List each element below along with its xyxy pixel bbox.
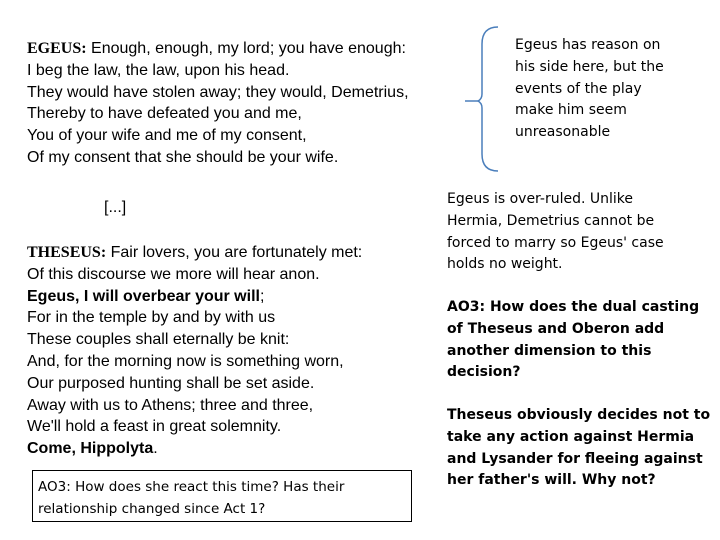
theseus-line-8: Away with us to Athens; three and three, bbox=[27, 396, 314, 414]
note-line: unreasonable bbox=[515, 124, 611, 141]
note-egeus-overruled bbox=[447, 189, 664, 276]
note-line: take any action against Hermia bbox=[447, 428, 695, 445]
note-line: Egeus has reason on bbox=[515, 37, 661, 53]
note-line: her father's will. Why not? bbox=[447, 472, 656, 489]
note-ao3-dual-casting bbox=[447, 297, 699, 384]
theseus-line-5: These couples shall eternally be knit: bbox=[27, 331, 290, 349]
bracket-icon bbox=[462, 24, 502, 174]
note-line: Theseus obviously decides not to bbox=[447, 407, 711, 423]
theseus-line-6: And, for the morning now is something worn, bbox=[27, 352, 344, 370]
theseus-line-1 bbox=[27, 242, 362, 264]
ao3-box-line-2: relationship changed since Act 1? bbox=[38, 500, 266, 517]
note-theseus-decision bbox=[447, 405, 710, 492]
note-line: forced to marry so Egeus' case bbox=[447, 234, 664, 251]
ellipsis: [...] bbox=[104, 199, 127, 216]
emphasis-text: Come, Hippolyta bbox=[27, 440, 154, 458]
theseus-line-7: Our purposed hunting shall be set aside. bbox=[27, 374, 315, 392]
verse-text: Fair lovers, you are fortunately met: bbox=[110, 244, 363, 261]
bracket-shape bbox=[478, 27, 498, 171]
note-line: and Lysander for fleeing against bbox=[447, 450, 703, 467]
egeus-line-5: You of your wife and me of my consent, bbox=[27, 127, 307, 145]
theseus-line-2: Of this discourse we more will hear anon. bbox=[27, 265, 320, 283]
note-line: events of the play bbox=[515, 80, 642, 97]
speaker-egeus: EGEUS: bbox=[27, 40, 87, 57]
verse-punctuation: ; bbox=[259, 287, 265, 305]
theseus-line-4: For in the temple by and by with us bbox=[27, 309, 276, 327]
ao3-question-box bbox=[32, 470, 412, 522]
note-line: holds no weight. bbox=[447, 256, 563, 273]
egeus-line-6: Of my consent that she should be your wife. bbox=[27, 148, 339, 166]
emphasis-text: Egeus, I will overbear your will bbox=[27, 287, 260, 305]
note-line: of Theseus and Oberon add bbox=[447, 320, 665, 337]
egeus-line-2: I beg the law, the law, upon his head. bbox=[27, 61, 290, 79]
note-egeus-reason bbox=[515, 35, 664, 144]
note-line: AO3: How does the dual casting bbox=[447, 299, 700, 315]
note-line: another dimension to this bbox=[447, 342, 652, 359]
theseus-line-9: We'll hold a feast in great solemnity. bbox=[27, 418, 282, 436]
ao3-question-text: How does she react this time? Has their bbox=[75, 479, 345, 495]
note-line: decision? bbox=[447, 364, 521, 381]
note-line: his side here, but the bbox=[515, 58, 664, 75]
note-line: make him seem bbox=[515, 102, 627, 119]
ao3-label: AO3: bbox=[38, 479, 71, 495]
egeus-speech bbox=[27, 38, 409, 169]
egeus-line-4: Thereby to have defeated you and me, bbox=[27, 105, 302, 123]
speaker-theseus: THESEUS: bbox=[27, 244, 107, 261]
egeus-line-3: They would have stolen away; they would, Demetrius, bbox=[27, 83, 409, 101]
verse-punctuation: . bbox=[153, 440, 158, 458]
theseus-line-10 bbox=[27, 438, 362, 460]
note-line: Hermia, Demetrius cannot be bbox=[447, 212, 655, 229]
ao3-box-line-1 bbox=[38, 477, 411, 499]
note-line: Egeus is over-ruled. Unlike bbox=[447, 191, 634, 207]
egeus-line-1 bbox=[27, 38, 409, 60]
theseus-line-3 bbox=[27, 286, 362, 308]
theseus-speech bbox=[27, 242, 362, 460]
verse-text: Enough, enough, my lord; you have enough: bbox=[91, 40, 406, 57]
